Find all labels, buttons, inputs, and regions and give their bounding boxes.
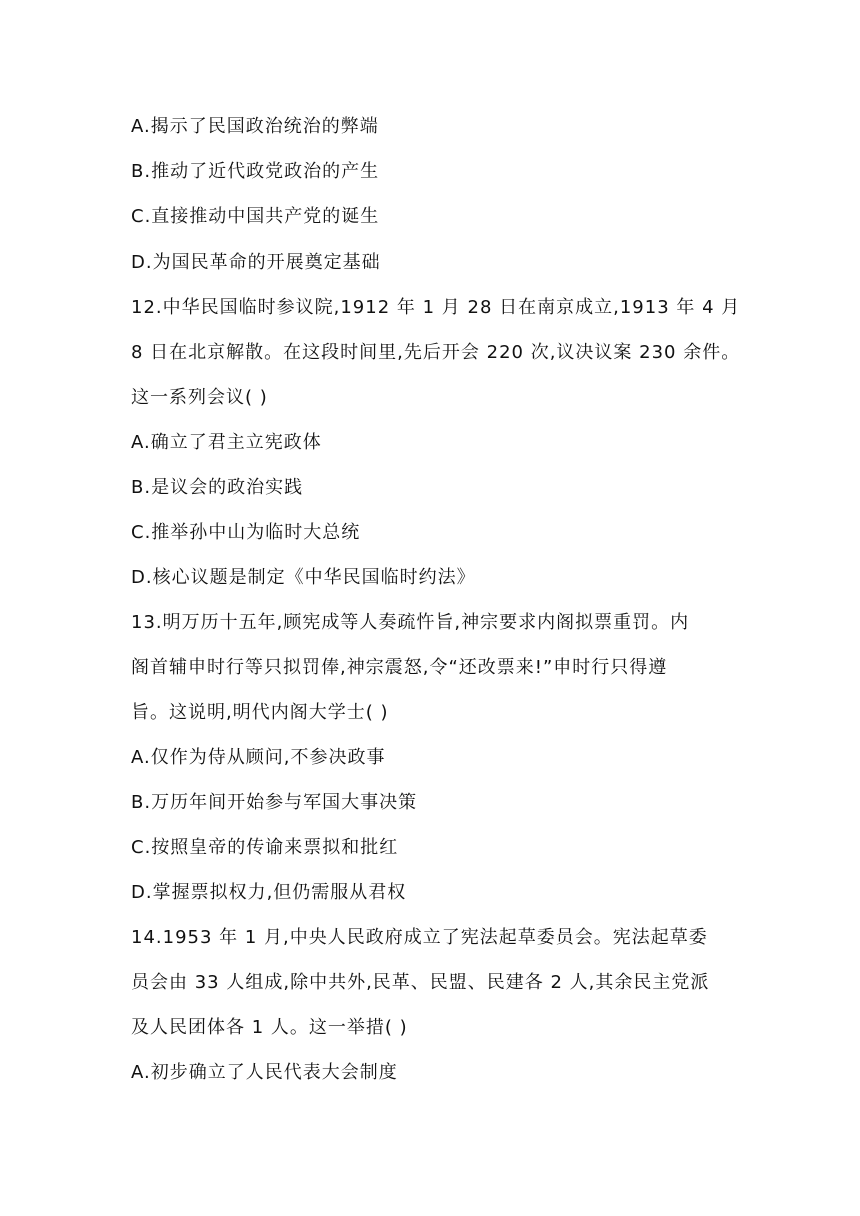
q13-option-b: B.万历年间开始参与军国大事决策 — [131, 792, 418, 813]
q12-stem-line-3: 这一系列会议( ) — [131, 387, 268, 408]
q13-stem-line-1: 13.明万历十五年,顾宪成等人奏疏忤旨,神宗要求内阁拟票重罚。内 — [131, 612, 690, 633]
q12-option-b: B.是议会的政治实践 — [131, 477, 304, 498]
q14-stem-line-1: 14.1953 年 1 月,中央人民政府成立了宪法起草委员会。宪法起草委 — [131, 927, 708, 948]
q13-option-d: D.掌握票拟权力,但仍需服从君权 — [131, 882, 407, 903]
q13-stem-line-3: 旨。这说明,明代内阁大学士( ) — [131, 702, 389, 723]
q13-option-c: C.按照皇帝的传谕来票拟和批红 — [131, 837, 399, 858]
q14-option-a: A.初步确立了人民代表大会制度 — [131, 1062, 398, 1083]
q12-stem-line-1: 12.中华民国临时参议院,1912 年 1 月 28 日在南京成立,1913 年 4 月 — [131, 297, 741, 318]
q14-stem-line-3: 及人民团体各 1 人。这一举措( ) — [131, 1017, 408, 1038]
q11-option-c: C.直接推动中国共产党的诞生 — [131, 206, 380, 227]
q12-option-d: D.核心议题是制定《中华民国临时约法》 — [131, 567, 476, 588]
q14-stem-line-2: 员会由 33 人组成,除中共外,民革、民盟、民建各 2 人,其余民主党派 — [131, 972, 710, 993]
q11-option-b: B.推动了近代政党政治的产生 — [131, 161, 380, 182]
q13-stem-line-2: 阁首辅申时行等只拟罚俸,神宗震怒,令“还改票来!”申时行只得遵 — [131, 657, 668, 678]
q13-option-a: A.仅作为侍从顾问,不参决政事 — [131, 747, 386, 768]
q12-option-a: A.确立了君主立宪政体 — [131, 432, 322, 453]
q12-option-c: C.推举孙中山为临时大总统 — [131, 522, 361, 543]
q11-option-a: A.揭示了民国政治统治的弊端 — [131, 116, 379, 137]
q11-option-d: D.为国民革命的开展奠定基础 — [131, 252, 381, 273]
q12-stem-line-2: 8 日在北京解散。在这段时间里,先后开会 220 次,议决议案 230 余件。 — [131, 342, 741, 363]
